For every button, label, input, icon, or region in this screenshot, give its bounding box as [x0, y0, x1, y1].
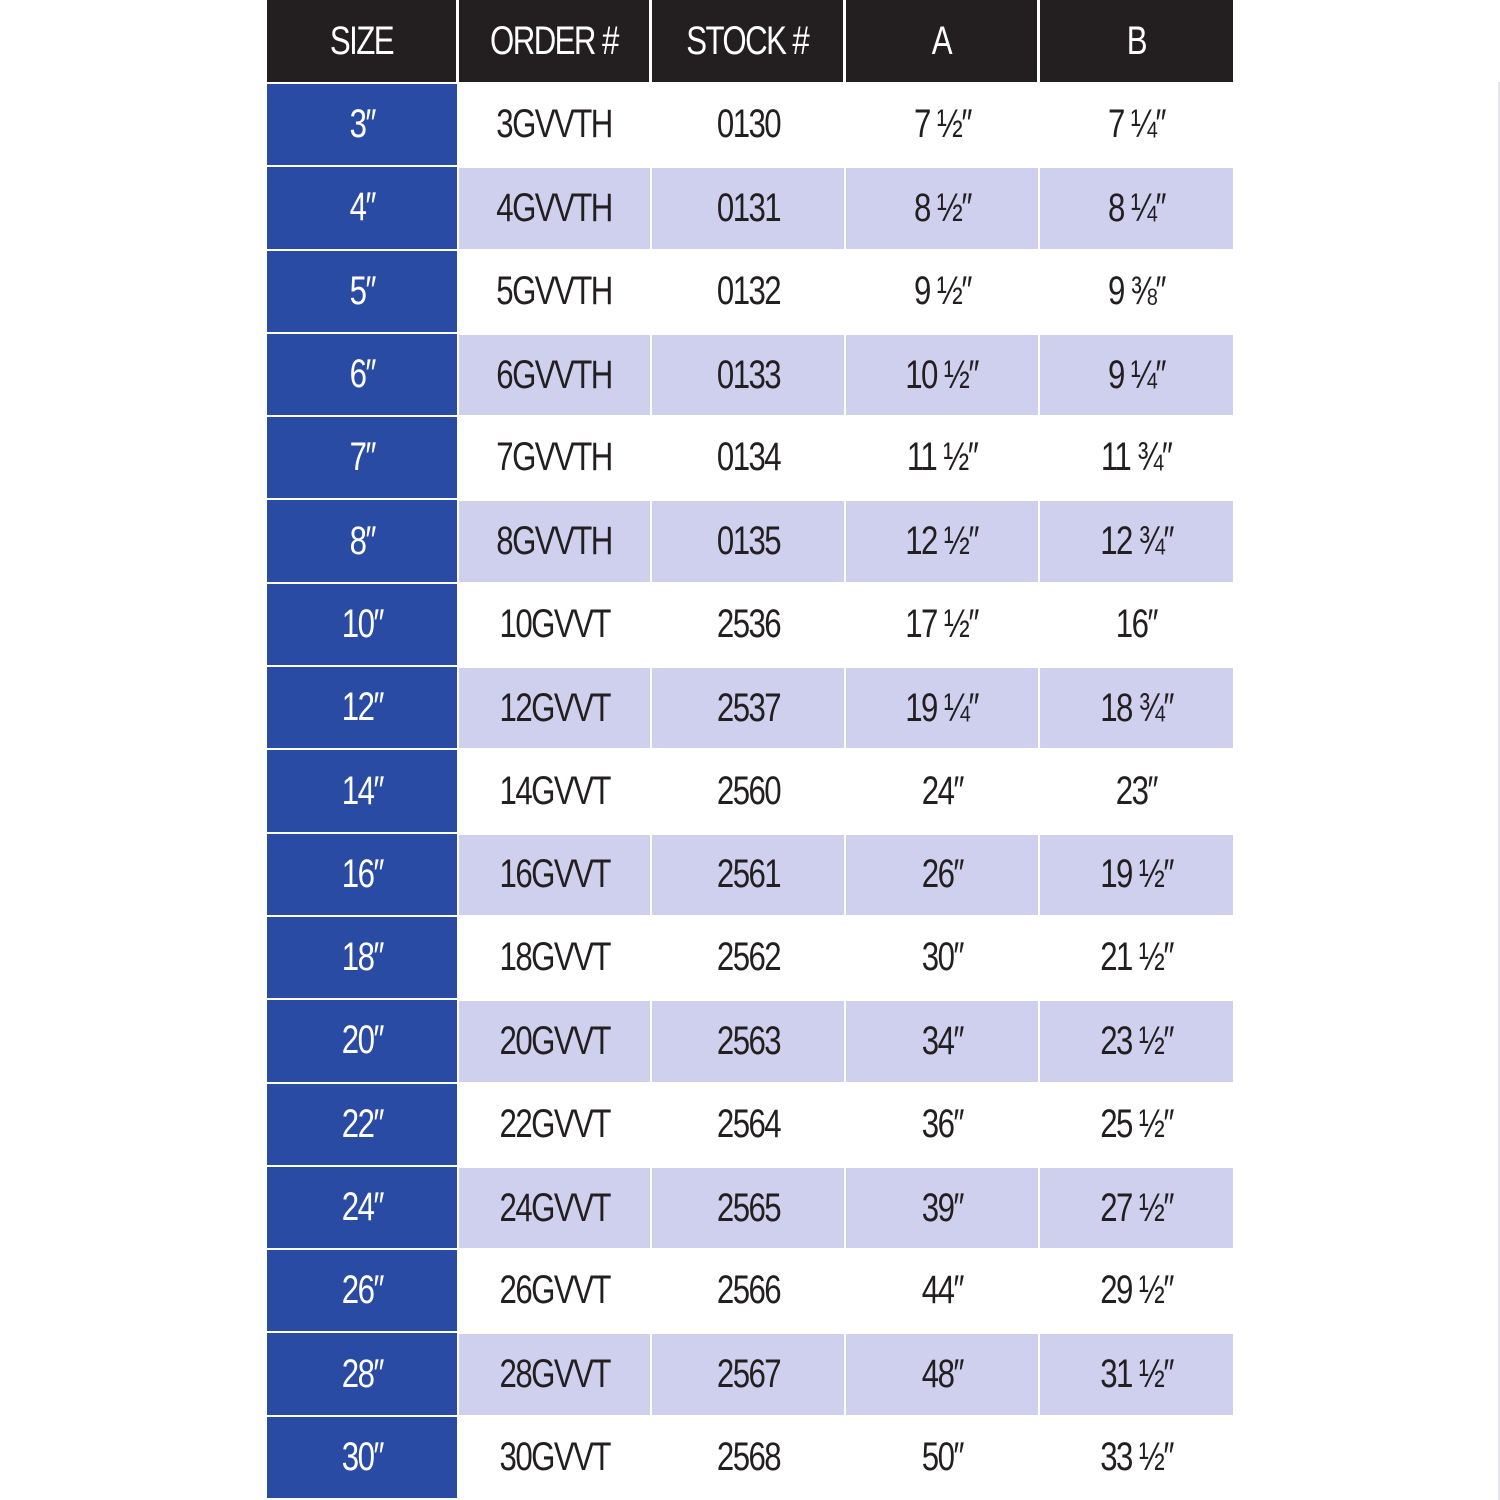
cell-stock-number	[652, 1248, 846, 1331]
table-row	[267, 665, 1233, 748]
cell-size	[267, 249, 459, 332]
cell-size-text: 30″	[341, 1434, 383, 1479]
cell-stock-number	[652, 665, 846, 748]
cell-dimension-a-text: 30″	[921, 935, 963, 980]
cell-dimension-b	[1040, 1165, 1233, 1248]
cell-size-text: 14″	[341, 768, 383, 813]
cell-dimension-b	[1040, 665, 1233, 748]
cell-size-text: 28″	[341, 1351, 383, 1396]
cell-dimension-a	[846, 498, 1040, 581]
cell-size-text: 24″	[341, 1185, 383, 1229]
cell-dimension-b	[1040, 165, 1233, 248]
cell-dimension-b	[1040, 748, 1233, 831]
cell-stock-number	[652, 1331, 846, 1414]
cell-order-number	[459, 1165, 652, 1248]
cell-dimension-a-text: 8 ½″	[913, 185, 971, 230]
cell-size-text: 18″	[341, 935, 383, 980]
cell-order-number-text: 22GVVT	[499, 1101, 610, 1146]
cell-dimension-b	[1040, 332, 1233, 415]
cell-order-number-text: 16GVVT	[499, 852, 610, 897]
cell-stock-number-text: 2562	[716, 935, 780, 980]
header-a: A	[846, 0, 1040, 82]
cell-size-text: 16″	[341, 851, 383, 896]
cell-dimension-b-text: 9 ⅜″	[1108, 268, 1165, 313]
cell-size	[267, 832, 459, 915]
cell-size	[267, 332, 459, 415]
cell-size	[267, 1165, 459, 1248]
table-row	[267, 915, 1233, 998]
cell-stock-number	[652, 332, 846, 415]
cell-order-number	[459, 998, 652, 1081]
cell-dimension-a-text: 44″	[921, 1268, 963, 1313]
cell-size	[267, 165, 459, 248]
cell-dimension-a	[846, 165, 1040, 248]
cell-dimension-b-text: 8 ¼″	[1108, 185, 1165, 230]
cell-dimension-a	[846, 665, 1040, 748]
cell-size	[267, 415, 459, 498]
cell-size-text: 20″	[341, 1018, 383, 1063]
cell-dimension-a-text: 7 ½″	[913, 102, 971, 147]
cell-size	[267, 1331, 459, 1414]
cell-size-text: 6″	[349, 352, 375, 397]
cell-dimension-b-text: 27 ½″	[1100, 1185, 1173, 1230]
cell-dimension-a-text: 24″	[921, 768, 963, 813]
cell-order-number-text: 4GVVTH	[496, 185, 613, 230]
cell-size	[267, 498, 459, 581]
cell-dimension-a-text: 48″	[921, 1352, 963, 1397]
cell-size-text: 10″	[341, 601, 383, 646]
cell-stock-number	[652, 498, 846, 581]
size-chart-table	[267, 0, 1233, 1500]
cell-dimension-a-text: 17 ½″	[905, 601, 979, 646]
cell-size-text: 3″	[349, 102, 375, 147]
cell-stock-number-text: 2566	[716, 1268, 780, 1313]
cell-stock-number-text: 2536	[716, 601, 780, 646]
table-row	[267, 1415, 1233, 1498]
cell-stock-number	[652, 998, 846, 1081]
cell-order-number	[459, 1082, 652, 1165]
cell-size-text: 5″	[349, 268, 375, 313]
cell-dimension-b-text: 29 ½″	[1100, 1268, 1173, 1313]
table-row	[267, 582, 1233, 665]
cell-dimension-a-text: 34″	[921, 1018, 963, 1063]
table-header-row	[267, 0, 1233, 82]
cell-dimension-b	[1040, 1082, 1233, 1165]
cell-dimension-b	[1040, 82, 1233, 165]
cell-size-text: 4″	[349, 185, 375, 230]
cell-dimension-b	[1040, 498, 1233, 581]
cell-stock-number-text: 2565	[716, 1185, 780, 1230]
cell-stock-number-text: 2567	[716, 1352, 780, 1397]
table-row	[267, 1248, 1233, 1331]
cell-dimension-a	[846, 832, 1040, 915]
cell-order-number-text: 10GVVT	[499, 601, 610, 646]
cell-dimension-b-text: 23″	[1115, 768, 1158, 813]
cell-order-number-text: 7GVVTH	[496, 435, 613, 480]
cell-dimension-a	[846, 1415, 1040, 1498]
cell-order-number-text: 26GVVT	[499, 1268, 610, 1313]
cell-size	[267, 1248, 459, 1331]
cell-order-number	[459, 1415, 652, 1498]
cell-stock-number-text: 2563	[716, 1018, 780, 1063]
cell-order-number	[459, 665, 652, 748]
cell-size-text: 7″	[349, 435, 375, 480]
cell-stock-number-text: 0134	[716, 435, 780, 480]
cell-dimension-a	[846, 915, 1040, 998]
table-row	[267, 498, 1233, 581]
cell-stock-number	[652, 415, 846, 498]
cell-order-number	[459, 332, 652, 415]
cell-dimension-b	[1040, 1248, 1233, 1331]
cell-dimension-b-text: 25 ½″	[1100, 1101, 1173, 1146]
cell-stock-number-text: 0131	[716, 185, 780, 230]
cell-dimension-a-text: 50″	[921, 1434, 963, 1479]
cell-stock-number	[652, 1165, 846, 1248]
cell-stock-number-text: 0130	[716, 102, 780, 147]
cell-size-text: 22″	[341, 1101, 383, 1146]
cell-dimension-a-text: 36″	[921, 1101, 963, 1146]
table-row	[267, 1082, 1233, 1165]
cell-order-number	[459, 82, 652, 165]
cell-dimension-b-text: 23 ½″	[1100, 1018, 1173, 1063]
cell-dimension-b-text: 21 ½″	[1100, 935, 1173, 980]
cell-dimension-a-text: 39″	[921, 1185, 963, 1230]
cell-dimension-b	[1040, 582, 1233, 665]
cell-dimension-a-text: 26″	[921, 852, 963, 897]
cell-dimension-b-text: 18 ¾″	[1100, 685, 1173, 730]
cell-stock-number	[652, 82, 846, 165]
cell-dimension-a	[846, 82, 1040, 165]
table-row	[267, 165, 1233, 248]
cell-stock-number-text: 2560	[716, 768, 780, 813]
cell-order-number	[459, 582, 652, 665]
table-row	[267, 249, 1233, 332]
cell-stock-number-text: 0132	[716, 268, 780, 313]
cell-order-number	[459, 1331, 652, 1414]
cell-stock-number-text: 2564	[716, 1101, 780, 1146]
cell-dimension-b	[1040, 1331, 1233, 1414]
cell-order-number-text: 3GVVTH	[496, 102, 613, 147]
cell-order-number-text: 24GVVT	[499, 1185, 610, 1230]
cell-order-number-text: 20GVVT	[499, 1018, 610, 1063]
cell-dimension-b-text: 12 ¾″	[1100, 519, 1173, 564]
cell-size	[267, 82, 459, 165]
cell-dimension-b-text: 7 ¼″	[1108, 102, 1165, 147]
table-row	[267, 1165, 1233, 1248]
cell-size	[267, 1415, 459, 1498]
cell-stock-number-text: 2561	[716, 852, 780, 897]
table-row	[267, 415, 1233, 498]
cell-size-text: 26″	[341, 1268, 383, 1313]
table-row	[267, 832, 1233, 915]
cell-order-number-text: 18GVVT	[499, 935, 610, 980]
cell-size	[267, 998, 459, 1081]
cell-dimension-b	[1040, 249, 1233, 332]
cell-stock-number-text: 0133	[716, 352, 780, 397]
cell-dimension-a	[846, 415, 1040, 498]
cell-order-number	[459, 165, 652, 248]
cell-stock-number	[652, 1415, 846, 1498]
cell-order-number	[459, 249, 652, 332]
cell-dimension-a	[846, 1331, 1040, 1414]
table-row	[267, 332, 1233, 415]
cell-dimension-a	[846, 332, 1040, 415]
cell-order-number-text: 12GVVT	[499, 685, 610, 730]
table-row	[267, 82, 1233, 165]
cell-dimension-b	[1040, 1415, 1233, 1498]
cell-order-number	[459, 832, 652, 915]
cell-stock-number	[652, 582, 846, 665]
cell-stock-number	[652, 915, 846, 998]
cell-dimension-a	[846, 249, 1040, 332]
cell-size	[267, 1082, 459, 1165]
cell-dimension-a	[846, 1165, 1040, 1248]
cell-stock-number	[652, 165, 846, 248]
header-size: SIZE	[267, 0, 459, 82]
cell-dimension-a-text: 10 ½″	[905, 352, 979, 397]
cell-order-number-text: 28GVVT	[499, 1352, 610, 1397]
cell-dimension-b-text: 19 ½″	[1100, 852, 1173, 897]
cell-dimension-b-text: 33 ½″	[1100, 1434, 1173, 1479]
cell-size	[267, 748, 459, 831]
cell-dimension-a	[846, 998, 1040, 1081]
header-stock: STOCK #	[652, 0, 846, 82]
cell-stock-number-text: 0135	[716, 519, 780, 564]
cell-dimension-b	[1040, 415, 1233, 498]
cell-dimension-a-text: 11 ½″	[906, 435, 978, 480]
cell-stock-number	[652, 748, 846, 831]
cell-stock-number	[652, 249, 846, 332]
cell-stock-number-text: 2537	[716, 685, 780, 730]
table-body	[267, 82, 1233, 1498]
cell-dimension-a-text: 9 ½″	[913, 268, 971, 313]
cell-size	[267, 915, 459, 998]
cell-order-number	[459, 915, 652, 998]
cell-order-number-text: 30GVVT	[499, 1434, 610, 1479]
cell-stock-number	[652, 832, 846, 915]
cell-order-number-text: 6GVVTH	[496, 352, 613, 397]
cell-order-number	[459, 748, 652, 831]
table-row	[267, 748, 1233, 831]
cell-dimension-b	[1040, 832, 1233, 915]
cell-dimension-a	[846, 582, 1040, 665]
cell-dimension-b-text: 16″	[1115, 601, 1158, 646]
table-row	[267, 1331, 1233, 1414]
header-b: B	[1126, 18, 1147, 63]
cell-size	[267, 582, 459, 665]
cell-size	[267, 665, 459, 748]
cell-dimension-b	[1040, 998, 1233, 1081]
cell-dimension-b-text: 31 ½″	[1100, 1352, 1173, 1397]
cell-dimension-a	[846, 748, 1040, 831]
cell-dimension-a	[846, 1082, 1040, 1165]
cell-size-text: 8″	[349, 518, 375, 563]
cell-dimension-a-text: 19 ¼″	[905, 685, 979, 730]
cell-dimension-b-text: 9 ¼″	[1108, 352, 1165, 397]
cell-order-number	[459, 498, 652, 581]
cell-dimension-a	[846, 1248, 1040, 1331]
cell-dimension-a-text: 12 ½″	[905, 519, 979, 564]
header-order: ORDER #	[459, 0, 652, 82]
cell-stock-number	[652, 1082, 846, 1165]
cell-dimension-b	[1040, 915, 1233, 998]
cell-order-number-text: 8GVVTH	[496, 519, 613, 564]
cell-dimension-b-text: 11 ¾″	[1101, 435, 1172, 480]
table-row	[267, 998, 1233, 1081]
cell-size-text: 12″	[341, 685, 383, 730]
cell-order-number-text: 14GVVT	[499, 768, 610, 813]
cell-stock-number-text: 2568	[716, 1434, 780, 1479]
cell-order-number	[459, 1248, 652, 1331]
cell-order-number	[459, 415, 652, 498]
cell-order-number-text: 5GVVTH	[496, 268, 613, 313]
